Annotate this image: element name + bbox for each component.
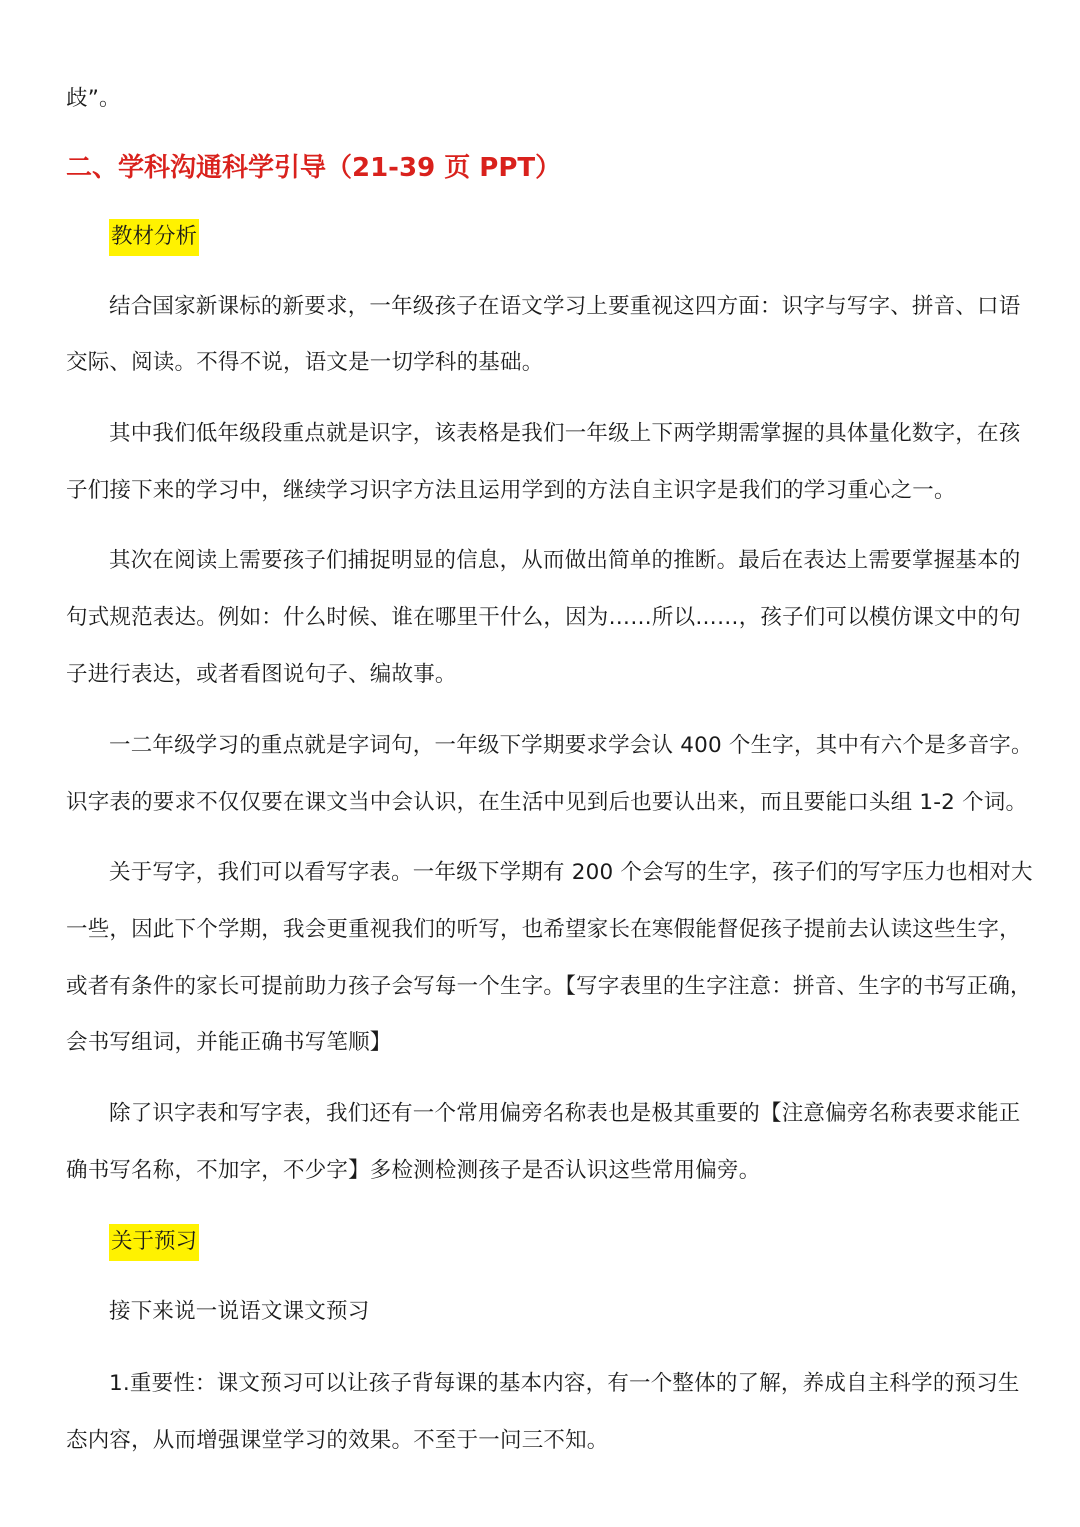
paragraph-line: 子进行表达，或者看图说句子、编故事。: [66, 662, 457, 687]
paragraph-line: 确书写名称，不加字，不少字】多检测检测孩子是否认识这些常用偏旁。: [66, 1158, 761, 1183]
paragraph-line: 句式规范表达。例如：什么时候、谁在哪里干什么，因为……所以……，孩子们可以模仿课文中的句: [66, 605, 1021, 630]
continued-text-fragment: 歧”。: [66, 86, 121, 111]
paragraph-line: 一些，因此下个学期，我会更重视我们的听写，也希望家长在寒假能督促孩子提前去认读这些生字，: [66, 917, 1021, 942]
paragraph-line: 其中我们低年级段重点就是识字，该表格是我们一年级上下两学期需掌握的具体量化数字，在孩: [109, 421, 1021, 446]
paragraph-line: 态内容，从而增强课堂学习的效果。不至于一问三不知。: [66, 1428, 609, 1453]
highlighted-subheading-textbook-analysis: 教材分析: [109, 219, 199, 256]
paragraph-line: 结合国家新课标的新要求，一年级孩子在语文学习上要重视这四方面：识字与写字、拼音、口语: [109, 294, 1021, 319]
paragraph-line: 1.重要性：课文预习可以让孩子背每课的基本内容，有一个整体的了解，养成自主科学的预习生: [109, 1371, 1020, 1396]
paragraph-line: 交际、阅读。不得不说，语文是一切学科的基础。: [66, 350, 544, 375]
paragraph-line: 关于写字，我们可以看写字表。一年级下学期有 200 个会写的生字，孩子们的写字压力也相对大: [109, 860, 1033, 885]
paragraph-line: 其次在阅读上需要孩子们捕捉明显的信息，从而做出简单的推断。最后在表达上需要掌握基本的: [109, 548, 1021, 573]
paragraph-line: 除了识字表和写字表，我们还有一个常用偏旁名称表也是极其重要的【注意偏旁名称表要求能正: [109, 1101, 1021, 1126]
section-heading: 二、学科沟通科学引导（21-39 页 PPT）: [66, 153, 562, 183]
paragraph-line: 一二年级学习的重点就是字词句，一年级下学期要求学会认 400 个生字，其中有六个是多音字。: [109, 733, 1033, 758]
paragraph-line: 接下来说一说语文课文预习: [109, 1299, 370, 1324]
highlighted-subheading-about-preview: 关于预习: [109, 1224, 199, 1261]
paragraph-line: 识字表的要求不仅仅要在课文当中会认识，在生活中见到后也要认出来，而且要能口头组 1-2 个词。: [66, 790, 1028, 815]
paragraph-line: 会书写组词，并能正确书写笔顺】: [66, 1030, 392, 1055]
paragraph-line: 子们接下来的学习中，继续学习识字方法且运用学到的方法自主识字是我们的学习重心之一。: [66, 478, 956, 503]
paragraph-line: 或者有条件的家长可提前助力孩子会写每一个生字。【写字表里的生字注意：拼音、生字的书写正确，: [66, 974, 1032, 999]
